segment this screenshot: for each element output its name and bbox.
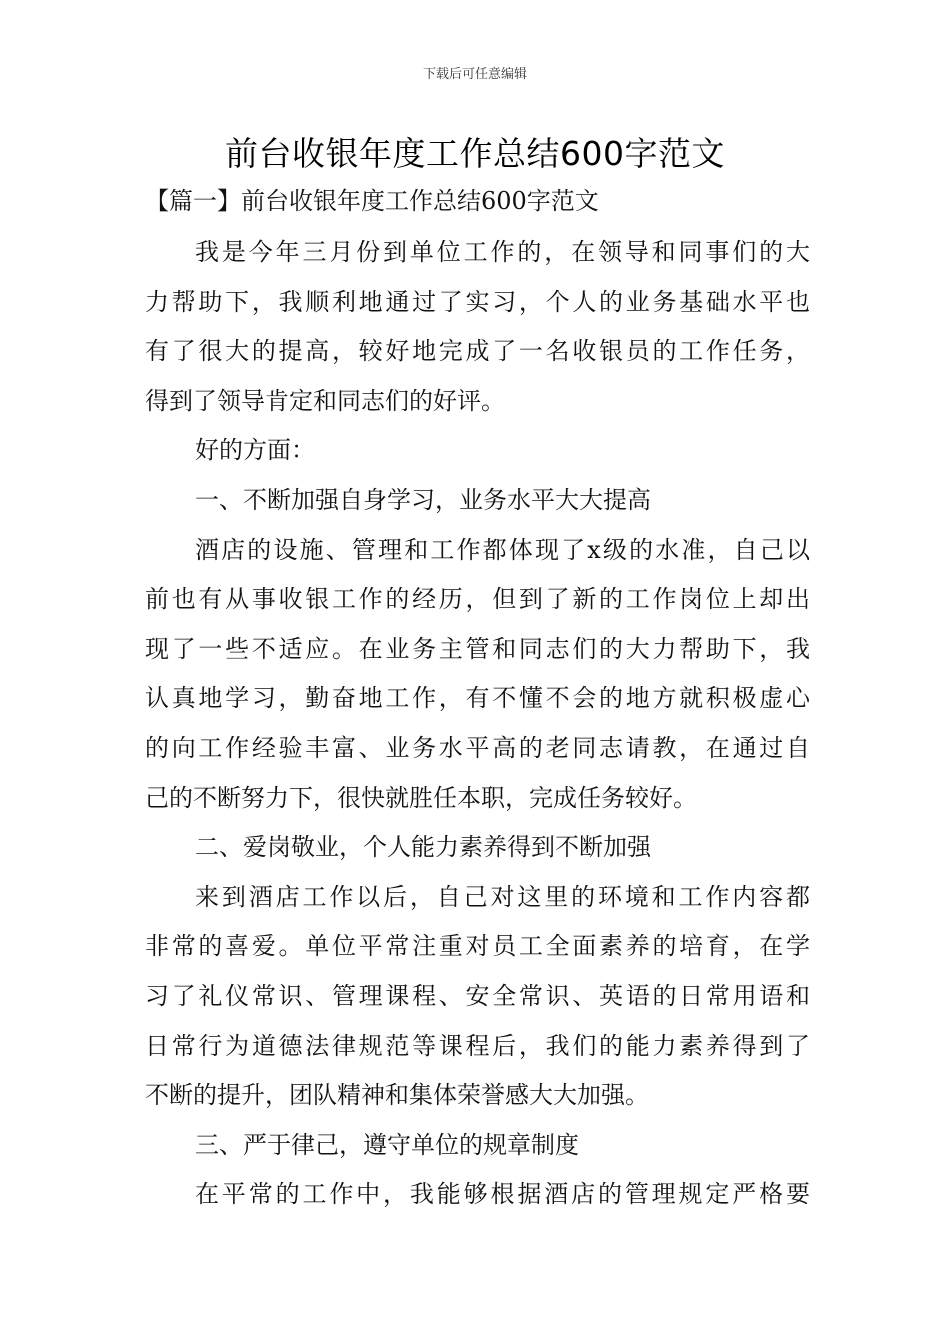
text-line: 好的方面： <box>195 436 315 465</box>
header-note: 下载后可任意编辑 <box>422 67 527 82</box>
text-line: 酒店的设施、管理和工作都体现了x级的水准，自己以 <box>195 535 810 564</box>
text-line: 日常行为道德法律规范等课程后，我们的能力素养得到了 <box>145 1031 810 1060</box>
text-line: 三、严于律己，遵守单位的规章制度 <box>195 1130 579 1159</box>
text-line: 力帮助下，我顺利地通过了实习，个人的业务基础水平也 <box>145 287 810 316</box>
text-line: 一、不断加强自身学习，业务水平大大提高 <box>195 485 651 514</box>
text-line: 前也有从事收银工作的经历，但到了新的工作岗位上却出 <box>145 585 810 614</box>
text-line: 非常的喜爱。单位平常注重对员工全面素养的培育，在学 <box>145 932 810 961</box>
text-line: 在平常的工作中，我能够根据酒店的管理规定严格要 <box>195 1180 810 1209</box>
text-line: 得到了领导肯定和同志们的好评。 <box>145 386 505 415</box>
text-line: 认真地学习，勤奋地工作，有不懂不会的地方就积极虚心 <box>145 684 810 713</box>
text-line: 有了很大的提高，较好地完成了一名收银员的工作任务， <box>145 337 810 366</box>
document-title: 前台收银年度工作总结600字范文 <box>225 134 725 173</box>
text-line: 现了一些不适应。在业务主管和同志们的大力帮助下，我 <box>145 634 810 663</box>
text-line: 的向工作经验丰富、业务水平高的老同志请教，在通过自 <box>145 733 810 762</box>
text-line: 习了礼仪常识、管理课程、安全常识、英语的日常用语和 <box>145 981 810 1010</box>
text-line: 不断的提升，团队精神和集体荣誉感大大加强。 <box>145 1081 649 1110</box>
text-line: 来到酒店工作以后，自己对这里的环境和工作内容都 <box>195 882 810 911</box>
text-line: 二、爱岗敬业，个人能力素养得到不断加强 <box>195 833 651 862</box>
body-text <box>145 228 810 1220</box>
section-subtitle: 【篇一】前台收银年度工作总结600字范文 <box>145 187 599 215</box>
text-line: 己的不断努力下，很快就胜任本职，完成任务较好。 <box>145 783 697 812</box>
text-line: 我是今年三月份到单位工作的，在领导和同事们的大 <box>195 238 810 266</box>
